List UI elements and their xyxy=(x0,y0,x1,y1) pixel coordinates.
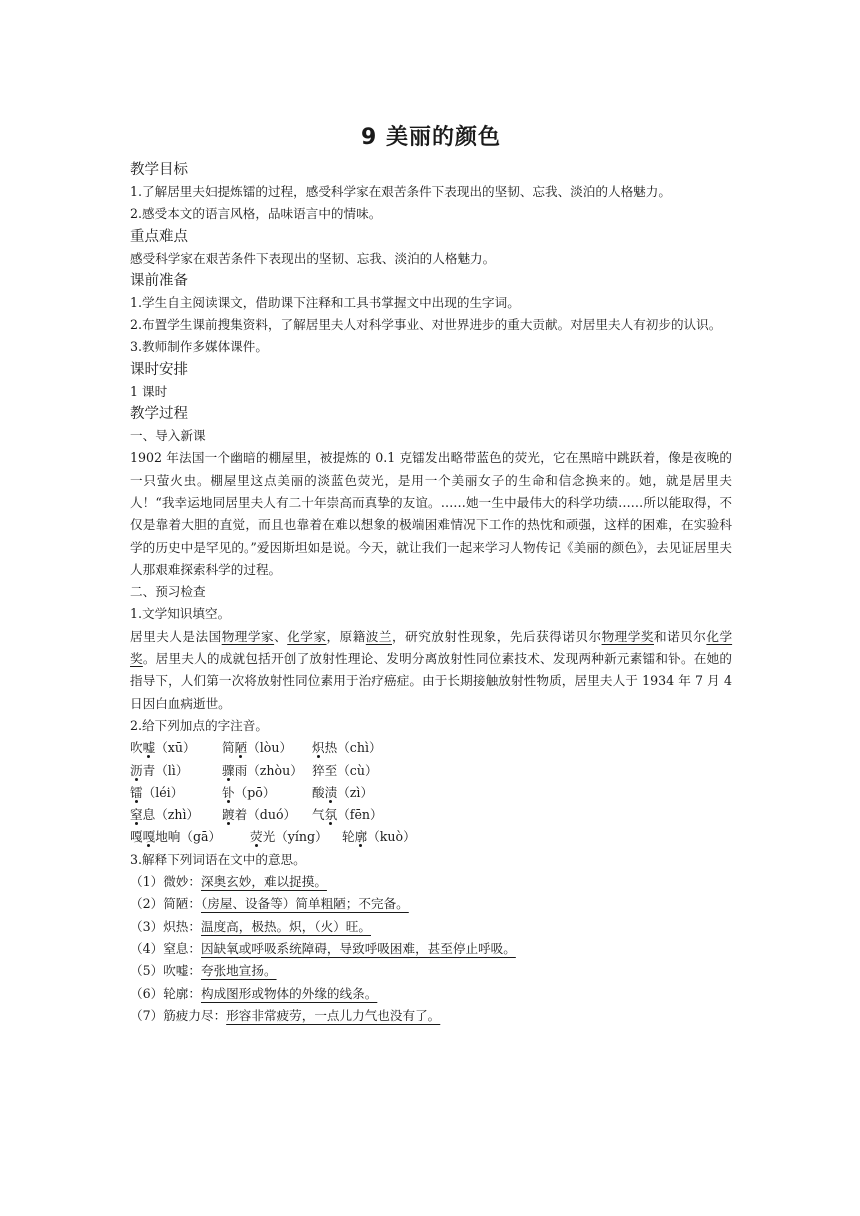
q1-answer-1: 物理学家 xyxy=(221,628,275,644)
q1-text xyxy=(130,626,732,715)
definition-term: （1）微妙： xyxy=(130,874,201,890)
prep-item-1: 1.学生自主阅读课文，借助课下注释和工具书掌握文中出现的生字词。 xyxy=(130,294,520,310)
pinyin-char: 酸 xyxy=(312,784,325,800)
pinyin-reading: 雨（zhòu） xyxy=(234,762,303,778)
prep-heading: 课前准备 xyxy=(130,272,188,289)
pinyin-reading: 光（yíng） xyxy=(262,829,328,845)
dotted-char: 渍 xyxy=(324,784,338,800)
definition-term: （7）筋疲力尽： xyxy=(130,1007,227,1023)
pinyin-char: 简 xyxy=(222,740,235,756)
pinyin-item xyxy=(312,760,432,782)
goal-item-1: 1.了解居里夫妇提炼镭的过程，感受科学家在艰苦条件下表现出的坚韧、忘我、淡泊的人格魅力。 xyxy=(130,184,671,199)
pinyin-char: 猝 xyxy=(312,762,325,778)
pinyin-reading: 地响（gā） xyxy=(155,829,222,845)
pinyin-list xyxy=(130,737,732,848)
q1-text-part: 、 xyxy=(274,628,288,644)
process-heading: 教学过程 xyxy=(130,406,188,423)
pinyin-item xyxy=(250,826,342,848)
pinyin-item xyxy=(312,782,432,804)
pinyin-item xyxy=(130,826,250,848)
pinyin-reading: （léi） xyxy=(142,784,184,800)
definition-term: （2）简陋： xyxy=(130,896,201,912)
definition-item xyxy=(130,960,732,982)
definition-term: （5）吹嘘： xyxy=(130,963,201,979)
pinyin-char: 嘎 xyxy=(130,829,143,845)
key-text: 感受科学家在艰苦条件下表现出的坚韧、忘我、淡泊的人格魅力。 xyxy=(130,250,496,266)
pinyin-reading: 青（lì） xyxy=(142,762,189,778)
dotted-char: 陋 xyxy=(234,740,248,756)
definition-answer: 温度高，极热。炽，（火）旺。 xyxy=(200,918,371,934)
q1-answer-2: 化学家 xyxy=(287,628,327,644)
intro-heading: 一、导入新课 xyxy=(130,428,206,444)
pinyin-char: 轮 xyxy=(342,829,355,845)
pinyin-item xyxy=(130,737,222,759)
document-page xyxy=(130,120,732,1027)
definition-list xyxy=(130,871,732,1027)
definition-term: （3）炽热： xyxy=(130,918,201,934)
pinyin-item xyxy=(222,804,312,826)
check-heading: 二、预习检查 xyxy=(130,584,206,600)
q1-text-part: ，原籍 xyxy=(326,628,366,644)
definition-item xyxy=(130,983,732,1005)
pinyin-item xyxy=(312,737,432,759)
pinyin-item xyxy=(130,804,222,826)
dotted-char: 嘘 xyxy=(142,740,156,756)
definition-item xyxy=(130,1005,732,1027)
pinyin-char: 吹 xyxy=(130,740,143,756)
definition-item xyxy=(130,916,732,938)
pinyin-reading: 着（duó） xyxy=(234,807,297,823)
definition-answer: （房屋、设备等）简单粗陋；不完备。 xyxy=(200,896,409,912)
prep-item-3: 3.教师制作多媒体课件。 xyxy=(130,339,268,355)
pinyin-reading: 息（zhì） xyxy=(142,807,200,823)
definition-answer: 形容非常疲劳，一点儿力气也没有了。 xyxy=(226,1007,441,1023)
pinyin-item xyxy=(312,804,432,826)
pinyin-char: 气 xyxy=(312,807,325,823)
q1-text-part: 和诺贝尔 xyxy=(653,628,707,644)
pinyin-item xyxy=(130,782,222,804)
definition-answer: 构成图形或物体的外缘的线条。 xyxy=(200,985,378,1001)
definition-item xyxy=(130,871,732,893)
q1-answer-3: 波兰 xyxy=(365,628,392,644)
q1-text-part: 。居里夫人的成就包括开创了放射性理论、发明分离放射性同位素技术、发现两种新元素镭和钋。在她的指导下，人们第一次将放射性同位素用于治疗癌症。由于长期接触放射性物质，居里夫人于 1934 年 7 月 4 日因白血病逝世。 xyxy=(130,651,733,711)
schedule-text: 1 课时 xyxy=(130,383,168,399)
q3-heading: 3.解释下列词语在文中的意思。 xyxy=(130,851,306,867)
dotted-char: 窒 xyxy=(130,807,143,823)
dotted-char: 钋 xyxy=(222,784,235,800)
intro-text: 1902 年法国一个幽暗的棚屋里，被提炼的 0.1 克镭发出略带蓝色的荧光，它在黑暗中跳跃着，像是夜晚的一只萤火虫。棚屋里这点美丽的淡蓝色荧光，是用一个美丽女子的生命和信念换来的。她，就是居里夫人！“我幸运地同居里夫人有二十年崇高而真挚的友谊。……她一生中最伟大的科学功绩……所以能取得，不仅是靠着大胆的直觉，而且也靠着在难以想象的极端困难情况下工作的热忱和顽强，这样的困难，在实验科学的历史中是罕见的。”爱因斯坦如是说。今天，就让我们一起来学习人物传记《美丽的颜色》，去见证居里夫人那艰难探索科学的过程。 xyxy=(130,450,732,577)
pinyin-reading: 至（cù） xyxy=(324,762,378,778)
dotted-char: 骤 xyxy=(222,762,235,778)
key-heading: 重点难点 xyxy=(130,228,188,245)
q1-text-part: ，研究放射性现象，先后获得诺贝尔 xyxy=(392,628,602,644)
dotted-char: 氛 xyxy=(324,807,338,823)
dotted-char: 镭 xyxy=(130,784,143,800)
pinyin-row xyxy=(130,760,732,782)
page-title: 9 美丽的颜色 xyxy=(361,125,501,150)
goals-heading: 教学目标 xyxy=(130,162,188,178)
pinyin-reading: 热（chì） xyxy=(324,740,382,756)
pinyin-reading: （xū） xyxy=(155,740,196,756)
goal-item-2: 2.感受本文的语言风格，品味语言中的情味。 xyxy=(130,206,382,222)
definition-item xyxy=(130,938,732,960)
definition-term: （4）窒息： xyxy=(130,940,201,956)
pinyin-reading: （lòu） xyxy=(247,740,293,756)
definition-answer: 因缺氧或呼吸系统障碍，导致呼吸困难，甚至停止呼吸。 xyxy=(200,940,516,956)
definition-answer: 夸张地宣扬。 xyxy=(200,963,277,979)
pinyin-reading: （kuò） xyxy=(367,829,416,845)
dotted-char: 嘎 xyxy=(142,829,156,845)
pinyin-row xyxy=(130,737,732,759)
q1-answer-5: 化学奖 xyxy=(130,628,733,667)
definition-term: （6）轮廓： xyxy=(130,985,201,1001)
dotted-char: 廓 xyxy=(354,829,368,845)
prep-item-2: 2.布置学生课前搜集资料，了解居里夫人对科学事业、对世界进步的重大贡献。对居里夫人有初步的认识。 xyxy=(130,317,722,333)
q1-heading: 1.文学知识填空。 xyxy=(130,606,231,622)
pinyin-item xyxy=(342,826,462,848)
definition-answer: 深奥玄妙，难以捉摸。 xyxy=(200,874,327,890)
pinyin-item xyxy=(130,760,222,782)
dotted-char: 炽 xyxy=(312,740,325,756)
dotted-char: 荧 xyxy=(250,829,263,845)
pinyin-reading: （zì） xyxy=(337,784,374,800)
q1-answer-4: 物理学奖 xyxy=(601,628,654,644)
definition-item xyxy=(130,893,732,915)
pinyin-item xyxy=(222,760,312,782)
pinyin-reading: （pō） xyxy=(234,784,276,800)
q2-heading: 2.给下列加点的字注音。 xyxy=(130,717,268,733)
dotted-char: 沥 xyxy=(130,762,143,778)
pinyin-item xyxy=(222,737,312,759)
pinyin-row xyxy=(130,804,732,826)
q1-text-part: 居里夫人是法国 xyxy=(130,628,222,644)
dotted-char: 踱 xyxy=(222,807,235,823)
pinyin-row xyxy=(130,826,732,848)
pinyin-row xyxy=(130,782,732,804)
pinyin-reading: （fēn） xyxy=(337,807,383,823)
schedule-heading: 课时安排 xyxy=(130,361,188,378)
pinyin-item xyxy=(222,782,312,804)
